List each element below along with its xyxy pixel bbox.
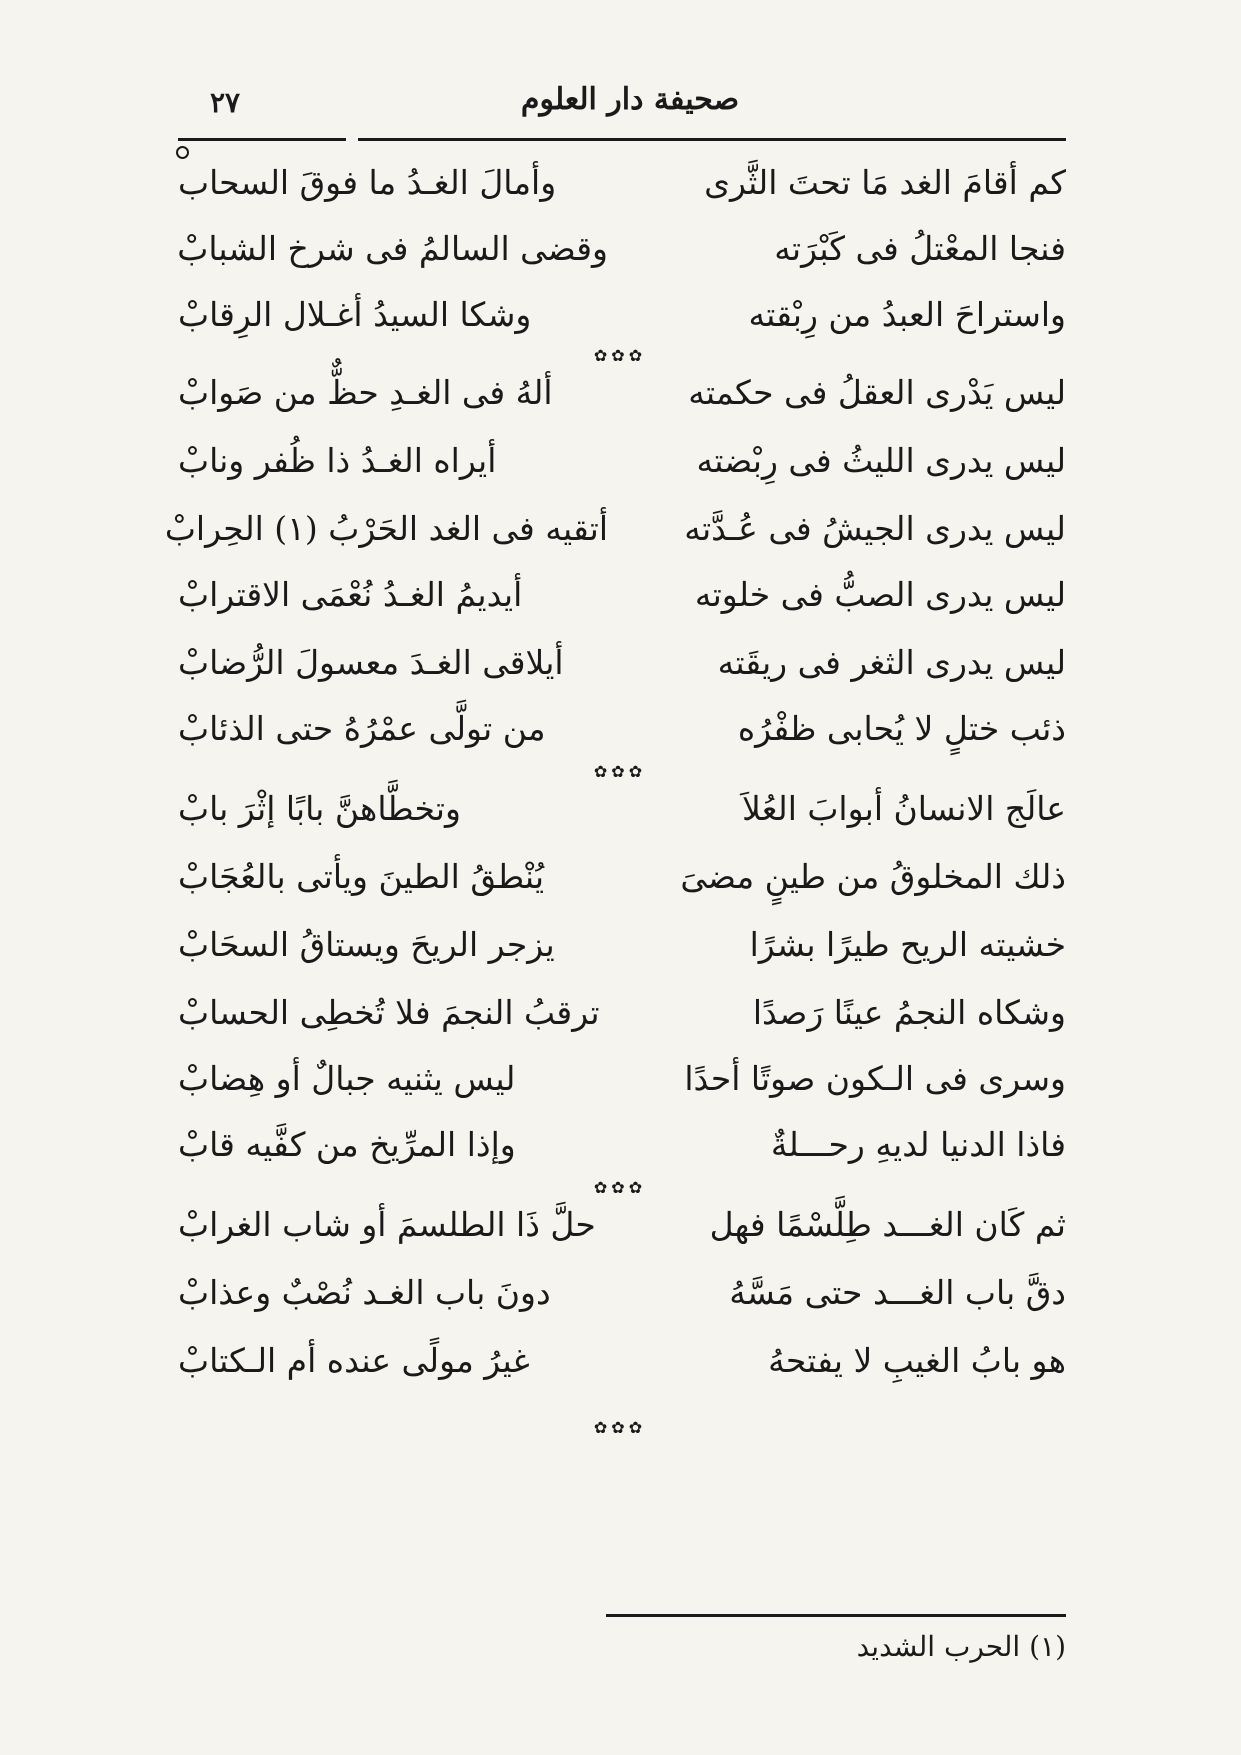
verse-second-hemistich: يزجر الريحَ ويستاقُ السحَابْ bbox=[178, 925, 555, 964]
verse-line bbox=[178, 428, 1066, 494]
verse-line bbox=[164, 496, 1066, 562]
footnote-text: الحرب الشديد bbox=[856, 1630, 1021, 1663]
verse-first-hemistich: ذلك المخلوقُ من طينٍ مضىَ bbox=[680, 857, 1066, 896]
header-rule-gap bbox=[346, 136, 358, 142]
footnote-marker: (١) bbox=[1029, 1630, 1066, 1663]
verse-line bbox=[178, 912, 1066, 978]
verse-second-hemistich: ألهُ فى الغـدِ حظٌّ من صَوابْ bbox=[178, 373, 553, 412]
verse-line bbox=[178, 980, 1066, 1046]
verse-first-hemistich: خشيته الريح طيرًا بشرًا bbox=[749, 925, 1066, 964]
verse-first-hemistich: ليس يدرى الجيشُ فى عُـدَّته bbox=[684, 509, 1066, 548]
verse-second-hemistich: أتقيه فى الغد الحَرْبُ (١) الحِرابْ bbox=[164, 509, 608, 548]
verse-first-hemistich: ليس يدرى الثغر فى ريقَته bbox=[717, 643, 1066, 682]
verse-line bbox=[178, 1192, 1066, 1258]
verse-second-hemistich: أيراه الغـدُ ذا ظُفر ونابْ bbox=[178, 441, 497, 480]
verse-second-hemistich: ترقبُ النجمَ فلا تُخطِى الحسابْ bbox=[178, 993, 600, 1032]
verse-line bbox=[178, 360, 1066, 426]
verse-first-hemistich: هو بابُ الغيبِ لا يفتحهُ bbox=[768, 1341, 1066, 1380]
verse-second-hemistich: وشكا السيدُ أغـلال الرِقابْ bbox=[178, 295, 532, 334]
verse-second-hemistich: حلَّ ذَا الطلسمَ أو شاب الغرابْ bbox=[178, 1205, 596, 1244]
verse-second-hemistich: وأمالَ الغـدُ ما فوقَ السحاب bbox=[178, 163, 557, 202]
verse-second-hemistich: ليس يثنيه جبالٌ أو هِضابْ bbox=[178, 1059, 516, 1098]
footnote bbox=[700, 1630, 1066, 1663]
verse-line bbox=[178, 282, 1066, 348]
verse-second-hemistich: أيديمُ الغـدُ نُعْمَى الاقترابْ bbox=[178, 575, 523, 614]
verse-first-hemistich: فاذا الدنيا لديهِ رحـــلةٌ bbox=[770, 1125, 1066, 1164]
verse-second-hemistich: وإذا المرِّيخ من كفَّيه قابْ bbox=[178, 1125, 516, 1164]
verse-second-hemistich: يُنْطقُ الطينَ ويأتى بالعُجَابْ bbox=[178, 857, 545, 896]
verse-line bbox=[178, 844, 1066, 910]
verse-second-hemistich: وتخطَّاهنَّ بابًا إثْرَ بابْ bbox=[178, 789, 461, 828]
verse-first-hemistich: ليس يَدْرى العقلُ فى حكمته bbox=[688, 373, 1066, 412]
verse-second-hemistich: دونَ باب الغـد نُصْبٌ وعذابْ bbox=[178, 1273, 551, 1312]
verse-first-hemistich: ثم كَان الغـــد طِلَّسْمًا فهل bbox=[709, 1205, 1066, 1244]
verse-first-hemistich: واستراحَ العبدُ من رِبْقته bbox=[748, 295, 1066, 334]
verse-line bbox=[178, 216, 1066, 282]
stanza-separator-ornament: ✿✿✿ bbox=[593, 346, 647, 365]
verse-line bbox=[178, 1112, 1066, 1178]
stanza-separator-ornament: ✿✿✿ bbox=[593, 1178, 647, 1197]
verse-first-hemistich: دقَّ باب الغـــد حتى مَسَّهُ bbox=[729, 1273, 1066, 1312]
stanza-separator-ornament: ✿✿✿ bbox=[593, 762, 647, 781]
verse-line bbox=[178, 562, 1066, 628]
verse-first-hemistich: وشكاه النجمُ عينًا رَصدًا bbox=[752, 993, 1066, 1032]
verse-line bbox=[178, 150, 1066, 216]
verse-line bbox=[178, 1260, 1066, 1326]
verse-first-hemistich: عالَج الانسانُ أبوابَ العُلاَ bbox=[742, 789, 1066, 828]
verse-line bbox=[178, 630, 1066, 696]
verse-second-hemistich: من تولَّى عمْرُهُ حتى الذئابْ bbox=[178, 709, 546, 748]
verse-second-hemistich: غيرُ مولًى عنده أم الـكتابْ bbox=[178, 1341, 530, 1380]
verse-first-hemistich: فنجا المعْتلُ فى كَبْرَته bbox=[774, 229, 1066, 268]
verse-line bbox=[178, 1328, 1066, 1394]
footnote-rule bbox=[606, 1614, 1066, 1617]
header-rule bbox=[178, 138, 1066, 141]
verse-first-hemistich: ليس يدرى الليثُ فى رِبْضته bbox=[696, 441, 1066, 480]
verse-line bbox=[178, 776, 1066, 842]
verse-first-hemistich: وسرى فى الـكون صوتًا أحدًا bbox=[684, 1059, 1066, 1098]
verse-first-hemistich: ذئب ختلٍ لا يُحابى ظفْرُه bbox=[737, 709, 1066, 748]
running-header-title: صحيفة دار العلوم bbox=[520, 82, 740, 117]
page-number: ٢٧ bbox=[210, 86, 241, 119]
verse-first-hemistich: كم أقامَ الغد مَا تحتَ الثَّرى bbox=[704, 163, 1066, 202]
verse-second-hemistich: وقضى السالمُ فى شرخ الشبابْ bbox=[177, 229, 608, 268]
verse-second-hemistich: أيلاقى الغـدَ معسولَ الرُّضابْ bbox=[178, 643, 564, 682]
stanza-separator-ornament: ✿✿✿ bbox=[593, 1418, 647, 1437]
verse-line bbox=[178, 696, 1066, 762]
verse-first-hemistich: ليس يدرى الصبُّ فى خلوته bbox=[694, 575, 1066, 614]
verse-line bbox=[178, 1046, 1066, 1112]
